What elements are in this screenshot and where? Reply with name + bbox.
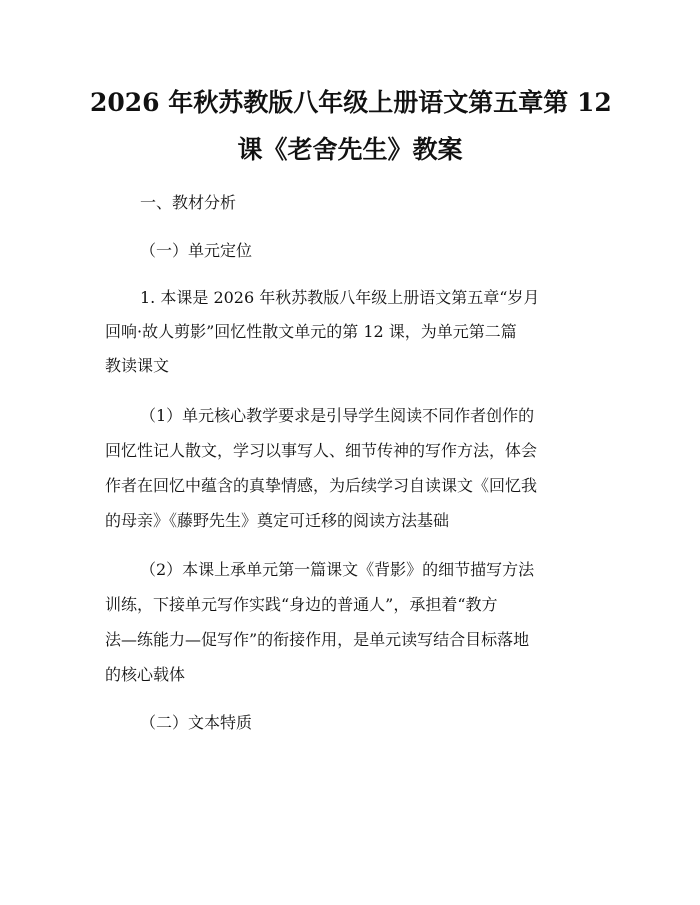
- paragraph-line: （1）单元核心教学要求是引导学生阅读不同作者创作的: [140, 406, 535, 425]
- paragraph-line: 训练，下接单元写作实践“身边的普通人”，承担着“教方: [105, 595, 498, 614]
- document-title-line-2: 课《老舍先生》教案: [237, 135, 463, 164]
- paragraph-line: 的核心载体: [105, 665, 186, 684]
- paragraph-line: 作者在回忆中蕴含的真挚情感，为后续学习自读课文《回忆我: [105, 476, 538, 495]
- document-title-line-1: 2026 年秋苏教版八年级上册语文第五章第 12: [90, 88, 612, 117]
- section-heading-teaching-material-analysis: 一、教材分析: [140, 193, 237, 212]
- paragraph-line: 回响·故人剪影”回忆性散文单元的第 12 课，为单元第二篇: [105, 322, 517, 341]
- subsection-heading-text-features: （二）文本特质: [140, 713, 253, 732]
- paragraph-line: 教读课文: [105, 356, 170, 375]
- paragraph-line: 的母亲》《藤野先生》奠定可迁移的阅读方法基础: [105, 511, 450, 530]
- subsection-heading-unit-positioning: （一）单元定位: [140, 241, 253, 260]
- paragraph-line: 1. 本课是 2026 年秋苏教版八年级上册语文第五章“岁月: [140, 288, 540, 307]
- paragraph-line: （2）本课上承单元第一篇课文《背影》的细节描写方法: [140, 560, 535, 579]
- paragraph-line: 法—练能力—促写作”的衔接作用，是单元读写结合目标落地: [105, 630, 530, 649]
- paragraph-line: 回忆性记人散文，学习以事写人、细节传神的写作方法，体会: [105, 441, 538, 460]
